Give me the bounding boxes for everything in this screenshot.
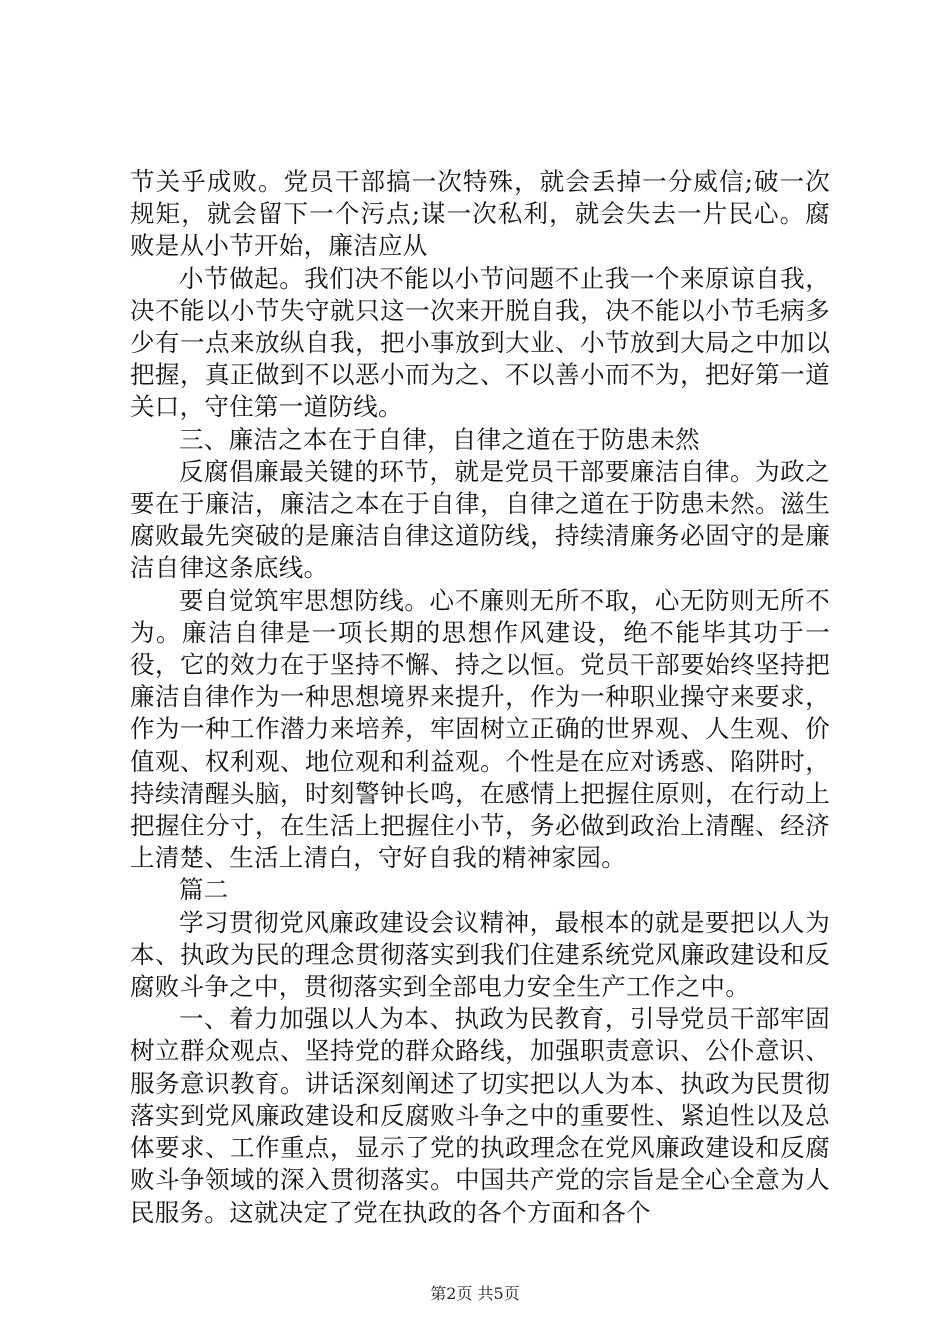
page-number-footer: 第2页 共5页 [430, 1284, 520, 1303]
section-heading-part-two: 篇二 [179, 875, 229, 905]
paragraph-8: 一、着力加强以人为本、执政为民教育，引导党员干部牢固树立群众观点、坚持党的群众路线，加强职责意识、公仆意识、服务意识教育。讲话深刻阐述了切实把以人为本、执政为民贯彻落实到党风廉政建设和反腐败斗争之中的重要性、紧迫性以及总体要求、工作重点，显示了党的执政理念在党风廉政建设和反腐败斗争领域的深入贯彻落实。中国共产党的宗旨是全心全意为人民服务。这就决定了党在执政的各个方面和各个 [130, 1004, 830, 1227]
paragraph-4: 反腐倡廉最关键的环节，就是党员干部要廉洁自律。为政之要在于廉洁，廉洁之本在于自律，自律之道在于防患未然。滋生腐败最先突破的是廉洁自律这道防线，持续清廉务必固守的是廉洁自律这条底线。 [130, 456, 830, 583]
paragraph-5: 要自觉筑牢思想防线。心不廉则无所不取，心无防则无所不为。廉洁自律是一项长期的思想作风建设，绝不能毕其功于一役，它的效力在于坚持不懈、持之以恒。党员干部要始终坚持把廉洁自律作为一种思想境界来提升，作为一种职业操守来要求，作为一种工作潜力来培养，牢固树立正确的世界观、人生观、价值观、权利观、地位观和利益观。个性是在应对诱惑、陷阱时，持续清醒头脑，时刻警钟长鸣，在感情上把握住原则，在行动上把握住分寸，在生活上把握住小节，务必做到政治上清醒、经济上清楚、生活上清白，守好自我的精神家园。 [130, 585, 830, 873]
paragraph-2: 小节做起。我们决不能以小节问题不止我一个来原谅自我，决不能以小节失守就只这一次来开脱自我，决不能以小节毛病多少有一点来放纵自我，把小事放到大业、小节放到大局之中加以把握，真正做到不以恶小而为之、不以善小而不为，把好第一道关口，守住第一道防线。 [130, 263, 830, 422]
paragraph-7: 学习贯彻党风廉政建设会议精神，最根本的就是要把以人为本、执政为民的理念贯彻落实到我们住建系统党风廉政建设和反腐败斗争之中，贯彻落实到全部电力安全生产工作之中。 [130, 907, 830, 1002]
section-heading-3: 三、廉洁之本在于自律，自律之道在于防患未然 [179, 424, 700, 454]
paragraph-1: 节关乎成败。党员干部搞一次特殊，就会丢掉一分威信;破一次规矩，就会留下一个污点;谋一次私利，就会失去一片民心。腐败是从小节开始，廉洁应从 [130, 167, 830, 261]
document-body [130, 166, 830, 1229]
